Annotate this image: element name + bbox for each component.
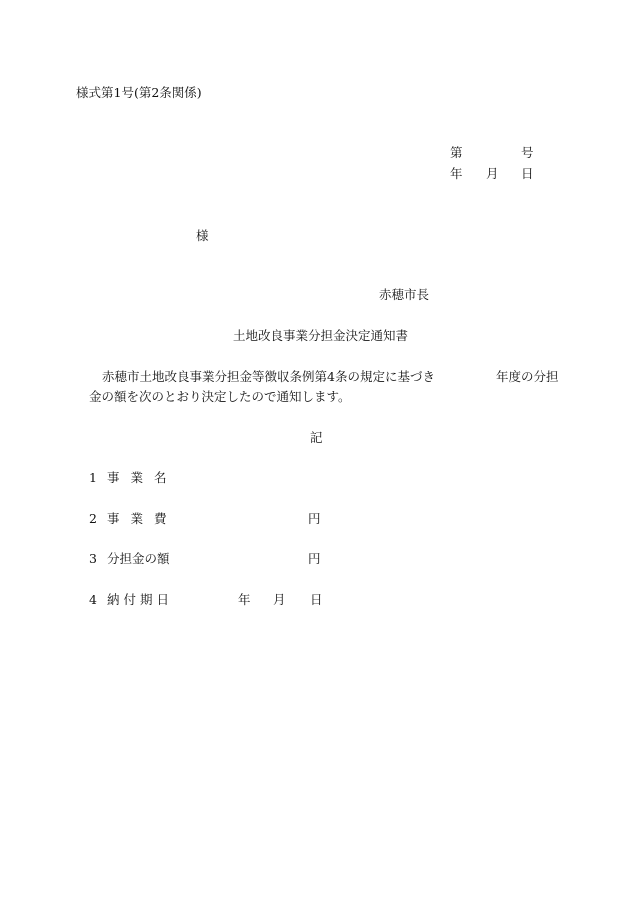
body-text-line1: 赤穂市土地改良事業分担金等徴収条例第4条の規定に基づき	[102, 369, 435, 384]
due-date-month: 月	[273, 592, 286, 607]
item-label-due-date: 納付期日	[107, 592, 174, 607]
item-label-project-cost: 事業費	[107, 511, 178, 526]
item-unit-yen: 円	[308, 511, 321, 526]
item-unit-yen: 円	[308, 551, 321, 566]
document-title: 土地改良事業分担金決定通知書	[233, 328, 409, 343]
date-year: 年	[450, 166, 463, 181]
ki-heading: 記	[310, 430, 323, 445]
doc-number-suffix: 号	[521, 145, 534, 160]
issuer-name: 赤穂市長	[379, 287, 430, 302]
item-label-share-amount: 分担金の額	[107, 551, 170, 566]
doc-number-prefix: 第	[450, 145, 463, 160]
item-number: 2	[89, 511, 97, 526]
date-day: 日	[521, 166, 534, 181]
due-date-year: 年	[238, 592, 251, 607]
date-month: 月	[486, 166, 499, 181]
item-number: 3	[89, 551, 97, 566]
body-text-line1-end: 年度の分担	[496, 369, 559, 384]
body-text-line2: 金の額を次のとおり決定したので通知します。	[89, 389, 351, 404]
item-label-project-name: 事業名	[107, 470, 178, 485]
item-number: 1	[89, 470, 97, 485]
form-number: 様式第1号(第2条関係)	[76, 85, 202, 100]
due-date-day: 日	[310, 592, 323, 607]
recipient-honorific: 様	[196, 228, 209, 243]
item-number: 4	[89, 592, 97, 607]
